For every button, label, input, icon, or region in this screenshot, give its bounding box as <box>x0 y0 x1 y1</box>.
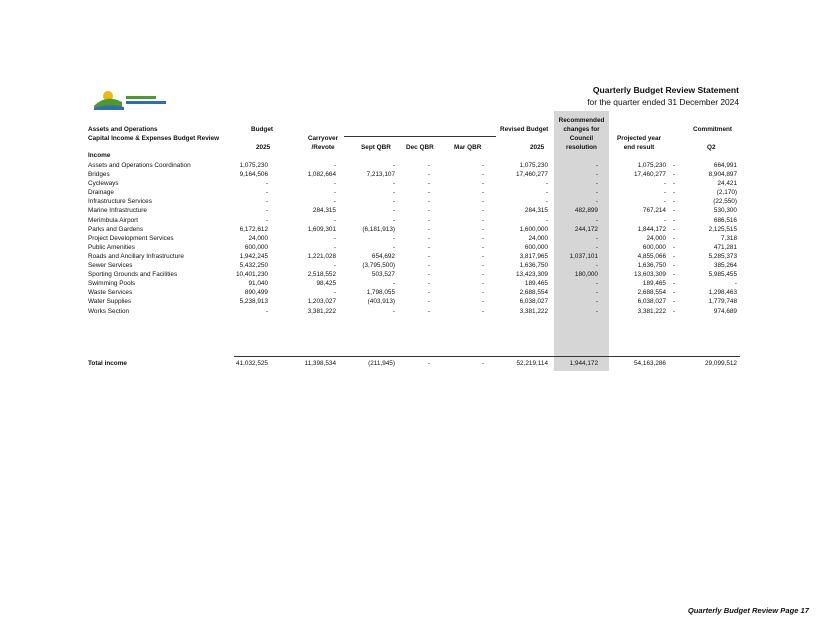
cell-projected: 17,460,277 <box>634 171 666 179</box>
table-row <box>88 188 748 197</box>
cell-revised-budget: 13,423,309 <box>516 271 548 279</box>
header-mar-qbr: Mar QBR <box>454 144 482 151</box>
cell-dec-qbr: - <box>427 180 430 188</box>
cell-projected: - <box>663 198 666 206</box>
cell-revised-budget: 24,000 <box>528 234 548 242</box>
total-commitment: 29,099,512 <box>705 360 737 367</box>
cell-carryover: - <box>333 189 336 197</box>
cell-separator: - <box>672 252 675 260</box>
table-row <box>88 234 748 243</box>
total-mar-qbr: - <box>481 360 484 367</box>
cell-mar-qbr: - <box>481 171 484 179</box>
cell-separator: - <box>672 180 675 188</box>
cell-carryover: 1,082,664 <box>307 171 336 179</box>
cell-sept-qbr: 503,527 <box>371 271 395 279</box>
cell-sept-qbr: - <box>392 180 395 188</box>
cell-separator: - <box>672 198 675 206</box>
cell-revised-budget: 17,460,277 <box>516 171 548 179</box>
cell-revised-budget: 3,381,222 <box>519 307 548 315</box>
cell-sept-qbr: 7,213,107 <box>366 171 395 179</box>
cell-revised-budget: 6,038,027 <box>519 298 548 306</box>
cell-revised-budget: 3,817,965 <box>519 252 548 260</box>
logo-wordmark-line-2 <box>126 101 166 104</box>
cell-revised-budget: 600,000 <box>524 243 548 251</box>
cell-commitment: - <box>734 280 737 288</box>
cell-separator: - <box>672 262 675 270</box>
cell-separator: - <box>672 289 675 297</box>
cell-budget: - <box>265 189 268 197</box>
cell-carryover: - <box>333 162 336 169</box>
cell-carryover: - <box>333 262 336 270</box>
cell-sept-qbr: - <box>392 234 395 242</box>
cell-row-label: Works Section <box>88 307 130 315</box>
cell-revised-budget: 2,688,554 <box>519 289 548 297</box>
header-commitment: Commitment <box>693 126 733 133</box>
cell-row-label: Sporting Grounds and Facilities <box>88 271 178 279</box>
cell-recommended: - <box>595 289 598 297</box>
cell-dec-qbr: - <box>427 162 430 169</box>
header-sept-qbr: Sept QBR <box>361 144 391 151</box>
cell-carryover: 3,381,222 <box>307 307 336 315</box>
cell-projected: 1,844,172 <box>637 225 666 233</box>
cell-commitment: 24,421 <box>717 180 737 188</box>
cell-carryover: 98,425 <box>316 280 336 288</box>
cell-recommended: - <box>595 234 598 242</box>
table-row <box>88 161 748 170</box>
total-carryover: 11,398,534 <box>304 360 336 367</box>
cell-projected: 24,000 <box>646 234 666 242</box>
cell-row-label: Merimbula Airport <box>88 216 139 224</box>
council-logo <box>92 86 170 112</box>
cell-revised-budget: 189,465 <box>524 280 548 288</box>
cell-projected: 2,688,554 <box>637 289 666 297</box>
cell-dec-qbr: - <box>427 280 430 288</box>
cell-projected: 189,465 <box>642 280 666 288</box>
cell-separator: - <box>672 189 675 197</box>
cell-dec-qbr: - <box>427 207 430 215</box>
total-budget: 41,032,525 <box>236 360 268 367</box>
cell-recommended: - <box>595 262 598 270</box>
cell-separator: - <box>672 307 675 315</box>
cell-budget: 890,499 <box>244 289 268 297</box>
cell-commitment: (22,550) <box>713 198 737 206</box>
table-row <box>88 206 748 215</box>
cell-projected: 600,000 <box>642 243 666 251</box>
cell-carryover: - <box>333 234 336 242</box>
cell-row-label: Waste Services <box>88 289 133 297</box>
cell-budget: - <box>265 207 268 215</box>
cell-mar-qbr: - <box>481 243 484 251</box>
cell-carryover: - <box>333 243 336 251</box>
cell-recommended: - <box>595 298 598 306</box>
cell-recommended: - <box>595 307 598 315</box>
cell-sept-qbr: - <box>392 216 395 224</box>
cell-dec-qbr: - <box>427 225 430 233</box>
cell-dec-qbr: - <box>427 216 430 224</box>
cell-recommended: - <box>595 162 598 169</box>
cell-carryover: - <box>333 198 336 206</box>
cell-carryover: 1,221,028 <box>307 252 336 260</box>
cell-sept-qbr: - <box>392 207 395 215</box>
cell-revised-budget: 1,636,750 <box>519 262 548 270</box>
cell-mar-qbr: - <box>481 307 484 315</box>
cell-row-label: Infrastructure Services <box>88 198 152 206</box>
header-section-income: Income <box>88 152 111 159</box>
cell-recommended: 180,000 <box>574 271 598 279</box>
cell-budget: 1,075,230 <box>239 162 268 169</box>
table-row <box>88 279 748 288</box>
cell-mar-qbr: - <box>481 198 484 206</box>
header-projected-1: Projected year <box>616 135 662 142</box>
report-title: Quarterly Budget Review Statement <box>592 85 739 95</box>
cell-commitment: (2,170) <box>716 189 737 197</box>
cell-budget: - <box>265 307 268 315</box>
total-sept-qbr: (211,945) <box>368 360 395 367</box>
cell-separator: - <box>672 234 675 242</box>
cell-sept-qbr: - <box>392 307 395 315</box>
total-projected: 54,163,286 <box>634 360 666 367</box>
cell-commitment: 1,779,748 <box>708 298 737 306</box>
header-recommended-2: changes for <box>563 126 600 133</box>
total-label: Total income <box>88 360 127 367</box>
cell-projected: 13,603,309 <box>634 271 666 279</box>
cell-revised-budget: 284,315 <box>524 207 548 215</box>
cell-recommended: 244,172 <box>574 225 598 233</box>
cell-budget: 10,401,230 <box>236 271 268 279</box>
cell-sept-qbr: - <box>392 198 395 206</box>
cell-commitment: 471,281 <box>713 243 737 251</box>
cell-sept-qbr: 654,692 <box>371 252 395 260</box>
cell-commitment: 974,689 <box>713 307 737 315</box>
cell-mar-qbr: - <box>481 189 484 197</box>
cell-mar-qbr: - <box>481 271 484 279</box>
cell-mar-qbr: - <box>481 252 484 260</box>
header-recommended-4: resolution <box>566 144 597 151</box>
cell-sept-qbr: (403,913) <box>367 298 395 306</box>
cell-commitment: 385,264 <box>713 262 737 270</box>
table-row <box>88 216 748 225</box>
cell-dec-qbr: - <box>427 171 430 179</box>
cell-row-label: Bridges <box>88 171 110 179</box>
cell-row-label: Project Development Services <box>88 234 174 242</box>
cell-budget: - <box>265 198 268 206</box>
cell-mar-qbr: - <box>481 216 484 224</box>
header-row-label-1: Assets and Operations <box>88 126 158 133</box>
table-row <box>88 225 748 234</box>
cell-dec-qbr: - <box>427 307 430 315</box>
income-table <box>88 161 748 316</box>
total-revised: 52,219,114 <box>516 360 548 367</box>
cell-commitment: 5,285,373 <box>708 252 737 260</box>
cell-revised-budget: 1,600,000 <box>519 225 548 233</box>
header-commitment-q: Q2 <box>707 144 716 151</box>
cell-budget: 600,000 <box>244 243 268 251</box>
total-dec-qbr: - <box>427 360 430 367</box>
cell-projected: 767,214 <box>642 207 666 215</box>
header-recommended-3: Council <box>569 135 594 142</box>
header-revised-year: 2025 <box>530 144 545 151</box>
total-row <box>88 359 748 368</box>
cell-budget: - <box>265 180 268 188</box>
cell-separator: - <box>672 216 675 224</box>
cell-revised-budget: 1,075,230 <box>519 162 548 169</box>
report-heading <box>587 84 739 108</box>
cell-row-label: Swimming Pools <box>88 280 136 288</box>
cell-revised-budget: - <box>545 189 548 197</box>
cell-projected: - <box>663 180 666 188</box>
cell-budget: 24,000 <box>248 234 268 242</box>
cell-commitment: 8,904,897 <box>708 171 737 179</box>
cell-commitment: 5,985,455 <box>708 271 737 279</box>
cell-carryover: - <box>333 180 336 188</box>
cell-carryover: - <box>333 216 336 224</box>
table-row <box>88 261 748 270</box>
cell-sept-qbr: - <box>392 243 395 251</box>
header-projected-2: end result <box>623 144 655 151</box>
qbr-header-rule <box>344 136 496 137</box>
cell-budget: - <box>265 216 268 224</box>
header-dec-qbr: Dec QBR <box>406 144 434 151</box>
cell-recommended: - <box>595 243 598 251</box>
cell-projected: - <box>663 216 666 224</box>
table-row <box>88 170 748 179</box>
cell-budget: 91,040 <box>248 280 268 288</box>
cell-commitment: 1,298,463 <box>708 289 737 297</box>
cell-carryover: 2,518,552 <box>307 271 336 279</box>
report-subtitle: for the quarter ended 31 December 2024 <box>587 97 739 107</box>
cell-mar-qbr: - <box>481 298 484 306</box>
cell-separator: - <box>672 243 675 251</box>
header-budget: Budget <box>251 126 274 133</box>
total-rule <box>234 356 740 357</box>
cell-sept-qbr: (6,181,913) <box>362 225 395 233</box>
cell-recommended: 1,037,101 <box>569 252 598 260</box>
cell-mar-qbr: - <box>481 162 484 169</box>
cell-revised-budget: - <box>545 198 548 206</box>
cell-sept-qbr: 1,798,055 <box>366 289 395 297</box>
cell-mar-qbr: - <box>481 207 484 215</box>
cell-recommended: - <box>595 280 598 288</box>
cell-dec-qbr: - <box>427 198 430 206</box>
cell-row-label: Water Supplies <box>88 298 132 306</box>
cell-row-label: Marine Infrastructure <box>88 207 147 215</box>
cell-dec-qbr: - <box>427 298 430 306</box>
cell-separator: - <box>672 162 675 169</box>
table-row <box>88 243 748 252</box>
cell-row-label: Assets and Operations Coordination <box>88 162 191 169</box>
table-row <box>88 197 748 206</box>
cell-commitment: 2,125,515 <box>708 225 737 233</box>
cell-dec-qbr: - <box>427 262 430 270</box>
cell-mar-qbr: - <box>481 289 484 297</box>
cell-recommended: - <box>595 216 598 224</box>
cell-sept-qbr: - <box>392 280 395 288</box>
cell-budget: 9,164,506 <box>239 171 268 179</box>
cell-dec-qbr: - <box>427 271 430 279</box>
table-row <box>88 288 748 297</box>
cell-projected: 3,381,222 <box>637 307 666 315</box>
cell-dec-qbr: - <box>427 289 430 297</box>
total-recommended: 1,944,172 <box>569 360 598 367</box>
cell-commitment: 7,318 <box>721 234 737 242</box>
cell-sept-qbr: - <box>392 162 395 169</box>
header-carryover-2: /Revote <box>311 144 335 151</box>
cell-recommended: - <box>595 198 598 206</box>
cell-revised-budget: - <box>545 216 548 224</box>
cell-projected: 1,636,750 <box>637 262 666 270</box>
cell-mar-qbr: - <box>481 225 484 233</box>
cell-projected: - <box>663 189 666 197</box>
cell-separator: - <box>672 298 675 306</box>
table-row <box>88 307 748 316</box>
table-row <box>88 179 748 188</box>
cell-separator: - <box>672 271 675 279</box>
cell-recommended: - <box>595 171 598 179</box>
cell-dec-qbr: - <box>427 243 430 251</box>
cell-projected: 1,075,230 <box>637 162 666 169</box>
cell-carryover: 1,203,027 <box>307 298 336 306</box>
cell-row-label: Roads and Ancillary Infrastructure <box>88 252 184 260</box>
header-carryover-1: Carryover <box>307 135 339 142</box>
cell-budget: 5,432,250 <box>239 262 268 270</box>
header-revised-budget: Revised Budget <box>500 126 549 133</box>
cell-dec-qbr: - <box>427 189 430 197</box>
cell-mar-qbr: - <box>481 262 484 270</box>
cell-separator: - <box>672 225 675 233</box>
cell-mar-qbr: - <box>481 280 484 288</box>
cell-row-label: Parks and Gardens <box>88 225 144 233</box>
cell-mar-qbr: - <box>481 234 484 242</box>
cell-carryover: 1,609,301 <box>307 225 336 233</box>
cell-separator: - <box>672 207 675 215</box>
cell-projected: 6,038,027 <box>637 298 666 306</box>
header-recommended-1: Recommended <box>558 117 605 124</box>
cell-recommended: 482,899 <box>574 207 598 215</box>
cell-row-label: Sewer Services <box>88 262 133 270</box>
header-row-label-2: Capital Income & Expenses Budget Review <box>88 135 220 142</box>
cell-budget: 5,238,913 <box>239 298 268 306</box>
cell-sept-qbr: - <box>392 189 395 197</box>
cell-dec-qbr: - <box>427 252 430 260</box>
cell-mar-qbr: - <box>481 180 484 188</box>
table-row <box>88 252 748 261</box>
cell-dec-qbr: - <box>427 234 430 242</box>
cell-commitment: 664,991 <box>713 162 737 169</box>
cell-commitment: 686,516 <box>713 216 737 224</box>
cell-separator: - <box>672 171 675 179</box>
cell-row-label: Public Amenities <box>88 243 135 251</box>
header-budget-year: 2025 <box>256 144 271 151</box>
cell-projected: 4,855,066 <box>637 252 666 260</box>
logo-wordmark-line-1 <box>126 96 156 99</box>
cell-recommended: - <box>595 180 598 188</box>
table-row <box>88 270 748 279</box>
page-footer: Quarterly Budget Review Page 17 <box>687 606 809 615</box>
cell-carryover: 284,315 <box>312 207 336 215</box>
cell-commitment: 530,300 <box>713 207 737 215</box>
cell-carryover: - <box>333 289 336 297</box>
cell-row-label: Cycleways <box>88 180 119 188</box>
cell-separator: - <box>672 280 675 288</box>
cell-sept-qbr: (3,795,500) <box>362 262 395 270</box>
cell-revised-budget: - <box>545 180 548 188</box>
cell-row-label: Drainage <box>88 189 114 197</box>
table-row <box>88 297 748 306</box>
cell-recommended: - <box>595 189 598 197</box>
cell-budget: 1,942,245 <box>239 252 268 260</box>
cell-budget: 6,172,612 <box>239 225 268 233</box>
